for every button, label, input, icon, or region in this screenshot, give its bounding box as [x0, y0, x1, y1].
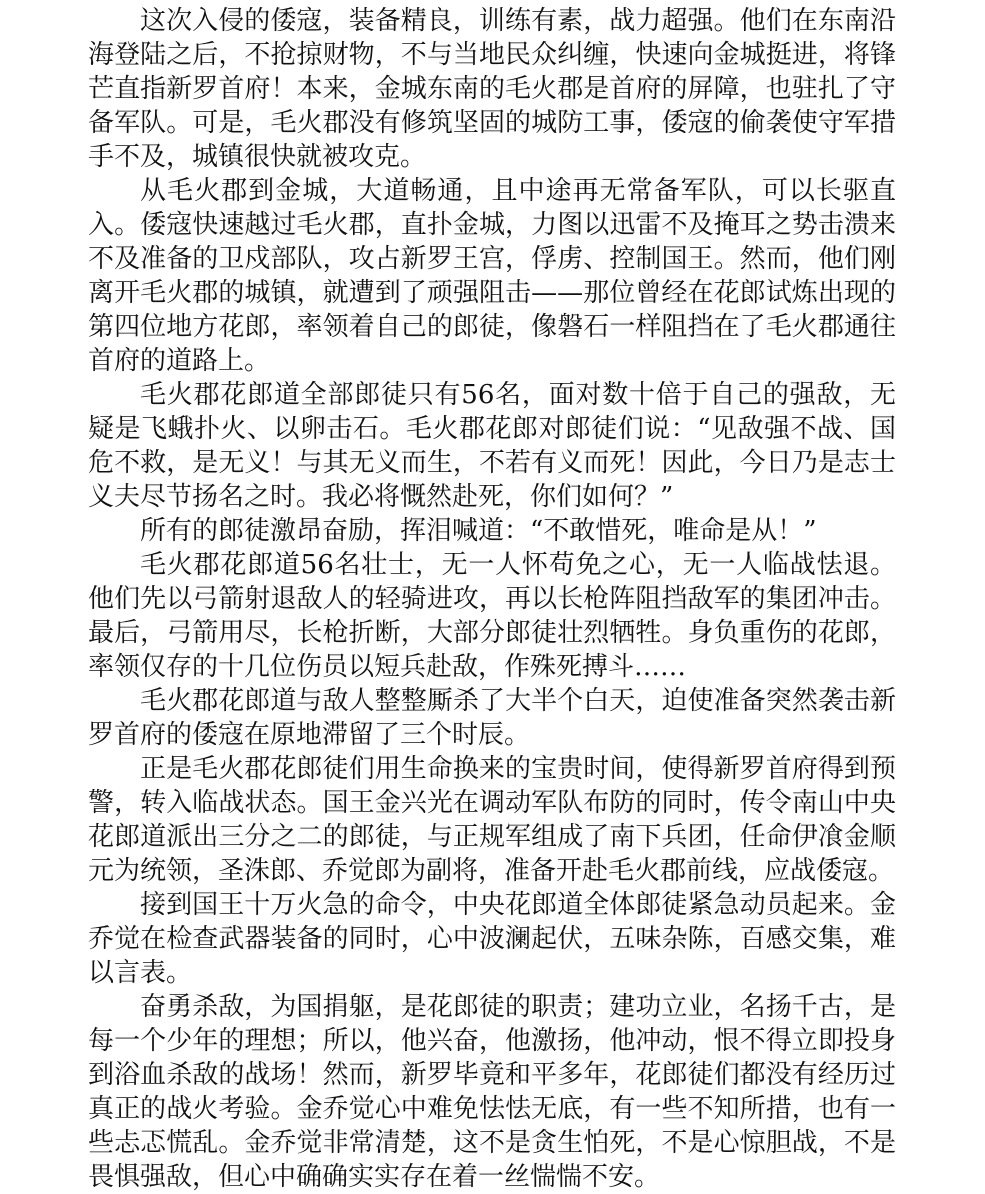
paragraph-5: 毛火郡花郎道56名壮士，无一人怀苟免之心，无一人临战怯退。他们先以弓箭射退敌人的轻骑进攻，再以长枪阵阻挡敌军的集团冲击。最后，弓箭用尽，长枪折断，大部分郎徒壮烈牺牲。身负重伤的花郎，率领仅存的十几位伤员以短兵赴敌，作殊死搏斗…… [88, 550, 896, 682]
paragraph-9: 奋勇杀敌，为国捐躯，是花郎徒的职责；建功立业，名扬千古，是每一个少年的理想；所以，他兴奋，他激扬，他冲动，恨不得立即投身到浴血杀敌的战场！然而，新罗毕竟和平多年，花郎徒们都没有经历过真正的战火考验。金乔觉心中难免怯怯无底，有一些不知所措，也有一些忐忑慌乱。金乔觉非常清楚，这不是贪生怕死，不是心惊胆战，不是畏惧强敌，但心中确确实实存在着一丝惴惴不安。 [88, 992, 896, 1192]
paragraph-8: 接到国王十万火急的命令，中央花郎道全体郎徒紧急动员起来。金乔觉在检查武器装备的同时，心中波澜起伏，五味杂陈，百感交集，难以言表。 [88, 890, 896, 988]
page-body [88, 4, 896, 1194]
paragraph-6: 毛火郡花郎道与敌人整整厮杀了大半个白天，迫使准备突然袭击新罗首府的倭寇在原地滞留了三个时辰。 [88, 686, 896, 750]
paragraph-7: 正是毛火郡花郎徒们用生命换来的宝贵时间，使得新罗首府得到预警，转入临战状态。国王金兴光在调动军队布防的同时，传令南山中央花郎道派出三分之二的郎徒，与正规军组成了南下兵团，任命伊飡金顺元为统领，圣洙郎、乔觉郎为副将，准备开赴毛火郡前线，应战倭寇。 [88, 754, 896, 886]
paragraph-3: 毛火郡花郎道全部郎徒只有56名，面对数十倍于自己的强敌，无疑是飞蛾扑火、以卵击石。毛火郡花郎对郎徒们说：“见敌强不战、国危不救，是无义！与其无义而生，不若有义而死！因此，今日乃是志士义夫尽节扬名之时。我必将慨然赴死，你们如何？” [88, 380, 896, 512]
paragraph-4: 所有的郎徒激昂奋励，挥泪喊道：“不敢惜死，唯命是从！” [140, 516, 817, 546]
paragraph-1: 这次入侵的倭寇，装备精良，训练有素，战力超强。他们在东南沿海登陆之后，不抢掠财物，不与当地民众纠缠，快速向金城挺进，将锋芒直指新罗首府！本来，金城东南的毛火郡是首府的屏障，也驻扎了守备军队。可是，毛火郡没有修筑坚固的城防工事，倭寇的偷袭使守军措手不及，城镇很快就被攻克。 [88, 6, 896, 172]
paragraph-2: 从毛火郡到金城，大道畅通，且中途再无常备军队，可以长驱直入。倭寇快速越过毛火郡，直扑金城，力图以迅雷不及掩耳之势击溃来不及准备的卫戍部队，攻占新罗王宫，俘虏、控制国王。然而，他们刚离开毛火郡的城镇，就遭到了顽强阻击——那位曾经在花郎试炼出现的第四位地方花郎，率领着自己的郎徒，像磐石一样阻挡在了毛火郡通往首府的道路上。 [88, 176, 896, 376]
